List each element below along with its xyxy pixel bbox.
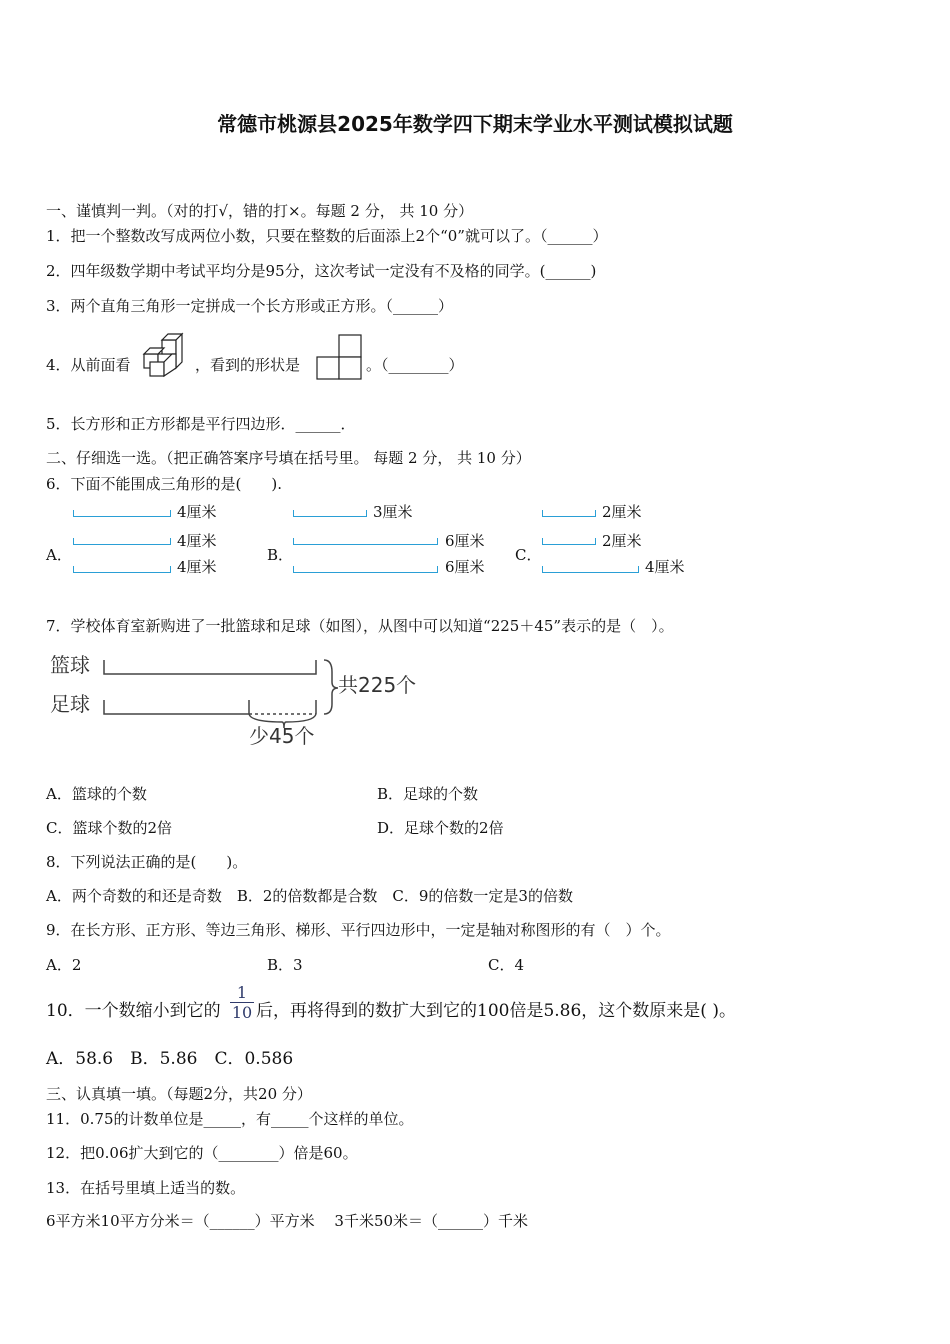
question-6: 6．下面不能围成三角形的是( ). (46, 475, 283, 493)
q8-options: A．两个奇数的和还是奇数 B．2的倍数都是合数 C．9的倍数一定是3的倍数 (46, 887, 573, 905)
q6-a-label-2: 4厘米 (177, 532, 217, 550)
question-1: 1．把一个整数改写成两位小数，只要在整数的后面添上2个“0”就可以了。（______） (46, 227, 608, 245)
q7-option-d: D．足球个数的2倍 (377, 819, 504, 837)
question-4-part-b: ，看到的形状是 (195, 356, 301, 374)
question-10-part-a: 10．一个数缩小到它的 (46, 1001, 221, 1021)
q9-option-c: C．4 (488, 956, 525, 974)
q6-a-label-3: 4厘米 (177, 558, 217, 576)
q6-c-segment-1 (542, 510, 596, 517)
question-9: 9．在长方形、正方形、等边三角形、梯形、平行四边形中，一定是轴对称图形的有（ ）个。 (46, 921, 671, 939)
cube-stack-figure (140, 332, 188, 380)
q6-a-segment-3 (73, 566, 171, 573)
q6-option-b-letter: B． (267, 546, 294, 564)
q7-option-c: C．篮球个数的2倍 (46, 819, 173, 837)
q6-c-label-1: 2厘米 (602, 503, 642, 521)
q6-option-a-letter: A． (46, 546, 72, 564)
q6-c-segment-3 (542, 566, 639, 573)
question-4-part-a: 4．从前面看 (46, 356, 131, 374)
question-13: 13．在括号里填上适当的数。 (46, 1179, 246, 1197)
q10-options: A．58.6 B．5.86 C．0.586 (46, 1049, 294, 1069)
q6-b-segment-3 (293, 566, 438, 573)
q7-bar-diagram (44, 648, 434, 758)
q6-a-segment-2 (73, 538, 171, 545)
q9-option-b: B．3 (267, 956, 303, 974)
q10-fraction (230, 983, 254, 1023)
question-4-part-c: 。（________） (366, 356, 464, 374)
question-8: 8．下列说法正确的是( )。 (46, 853, 248, 871)
q6-c-segment-2 (542, 538, 596, 545)
q10-fraction-numerator: 1 (236, 983, 248, 1002)
q7-football-label: 足球 (50, 692, 90, 716)
q10-fraction-denominator: 10 (231, 1003, 253, 1022)
page-title: 常德市桃源县2025年数学四下期末学业水平测试模拟试题 (217, 112, 733, 136)
question-5: 5．长方形和正方形都是平行四边形．______． (46, 415, 356, 433)
q6-b-label-1: 3厘米 (373, 503, 413, 521)
q6-a-segment-1 (73, 510, 171, 517)
q6-b-label-2: 6厘米 (445, 532, 485, 550)
q6-b-segment-2 (293, 538, 438, 545)
question-10-part-b: 后，再将得到的数扩大到它的100倍是5.86，这个数原来是( )。 (256, 1001, 736, 1021)
q9-option-a: A．2 (46, 956, 82, 974)
q7-option-a: A．篮球的个数 (46, 785, 147, 803)
section-1-heading: 一、谨慎判一判。（对的打√，错的打×。每题 2 分， 共 10 分） (46, 202, 474, 220)
question-2: 2．四年级数学期中考试平均分是95分，这次考试一定没有不及格的同学。(______) (46, 262, 597, 280)
question-7: 7．学校体育室新购进了一批篮球和足球（如图），从图中可以知道“225＋45”表示的是（ ）。 (46, 617, 674, 635)
q6-a-label-1: 4厘米 (177, 503, 217, 521)
q7-total-label: 共225个 (338, 673, 417, 697)
q6-c-label-2: 2厘米 (602, 532, 642, 550)
question-12: 12．把0.06扩大到它的（________）倍是60。 (46, 1144, 358, 1162)
question-13-line: 6平方米10平方分米＝（______）平方米 3千米50米＝（______）千米 (46, 1212, 529, 1230)
q7-option-b: B．足球的个数 (377, 785, 479, 803)
question-11: 11．0.75的计数单位是_____，有_____个这样的单位。 (46, 1110, 414, 1128)
q6-b-label-3: 6厘米 (445, 558, 485, 576)
front-view-figure (315, 334, 363, 382)
q7-basketball-label: 篮球 (50, 653, 90, 677)
section-3-heading: 三、认真填一填。（每题2分，共20 分） (46, 1085, 312, 1103)
q6-b-segment-1 (293, 510, 367, 517)
q7-less-label: 少45个 (249, 724, 315, 748)
section-2-heading: 二、仔细选一选。（把正确答案序号填在括号里。 每题 2 分， 共 10 分） (46, 449, 531, 467)
q6-c-label-3: 4厘米 (645, 558, 685, 576)
question-3: 3．两个直角三角形一定拼成一个长方形或正方形。（______） (46, 297, 454, 315)
q6-option-c-letter: C． (515, 546, 542, 564)
